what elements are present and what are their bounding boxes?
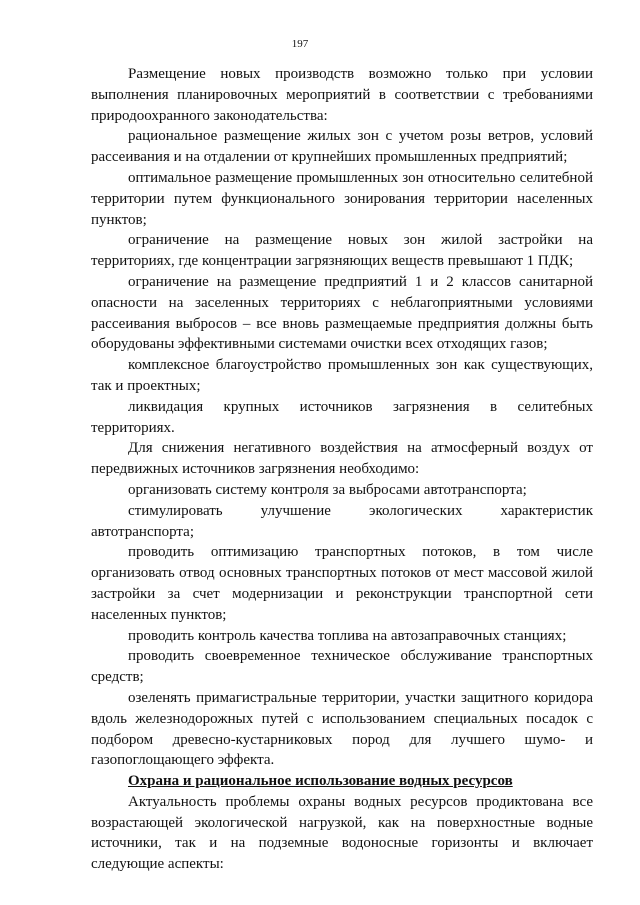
section-heading: Охрана и рациональное использование водных ресурсов [128,773,513,790]
list-item: стимулировать улучшение экологических характеристик автотранспорта; [91,502,593,540]
list-item: оптимальное размещение промышленных зон относительно селитебной территории путем функционального зонирования территории населенных пунктов; [91,169,593,228]
document-body [91,64,593,875]
list-item: организовать систему контроля за выбросами автотранспорта; [128,481,527,498]
paragraph: Актуальность проблемы охраны водных ресурсов продиктована все возрастающей экологической нагрузкой, как на поверхностные водные источники, так и на подземные водоносные горизонты и включает следующие аспекты: [91,793,593,873]
list-item: проводить оптимизацию транспортных потоков, в том числе организовать отвод основных транспортных потоков от мест массовой жилой застройки за счет модернизации и реконструкции транспортной сети населенных пунктов; [91,544,593,623]
list-item: проводить своевременное техническое обслуживание транспортных средств; [91,648,593,686]
list-item: ограничение на размещение предприятий 1 и 2 классов санитарной опасности на заселенных территориях с неблагоприятными условиями рассеивания выбросов – все вновь размещаемые предприятия должны быть оборудованы эффективными системами очистки всех отходящих газов; [91,273,593,353]
list-item: комплексное благоустройство промышленных зон как существующих, так и проектных; [91,357,593,394]
list-item: ограничение на размещение новых зон жилой застройки на территориях, где концентрации загрязняющих веществ превышают 1 ПДК; [91,232,593,270]
paragraph: Для снижения негативного воздействия на атмосферный воздух от передвижных источников загрязнения необходимо: [91,440,593,478]
list-item: озеленять примагистральные территории, участки защитного коридора вдоль железнодорожных путей с использованием специальных посадок с подбором древесно-кустарниковых пород для лучшего шумо- и газопоглощающего эффекта. [91,689,593,769]
page-number: 197 [291,38,309,50]
list-item: ликвидация крупных источников загрязнения в селитебных территориях. [91,398,593,436]
list-item: рациональное размещение жилых зон с учетом розы ветров, условий рассеивания и на отдалении от крупнейших промышленных предприятий; [91,128,593,166]
paragraph: Размещение новых производств возможно только при условии выполнения планировочных мероприятий в соответствии с требованиями природоохранного законодательства: [91,66,593,124]
list-item: проводить контроль качества топлива на автозаправочных станциях; [128,627,567,644]
